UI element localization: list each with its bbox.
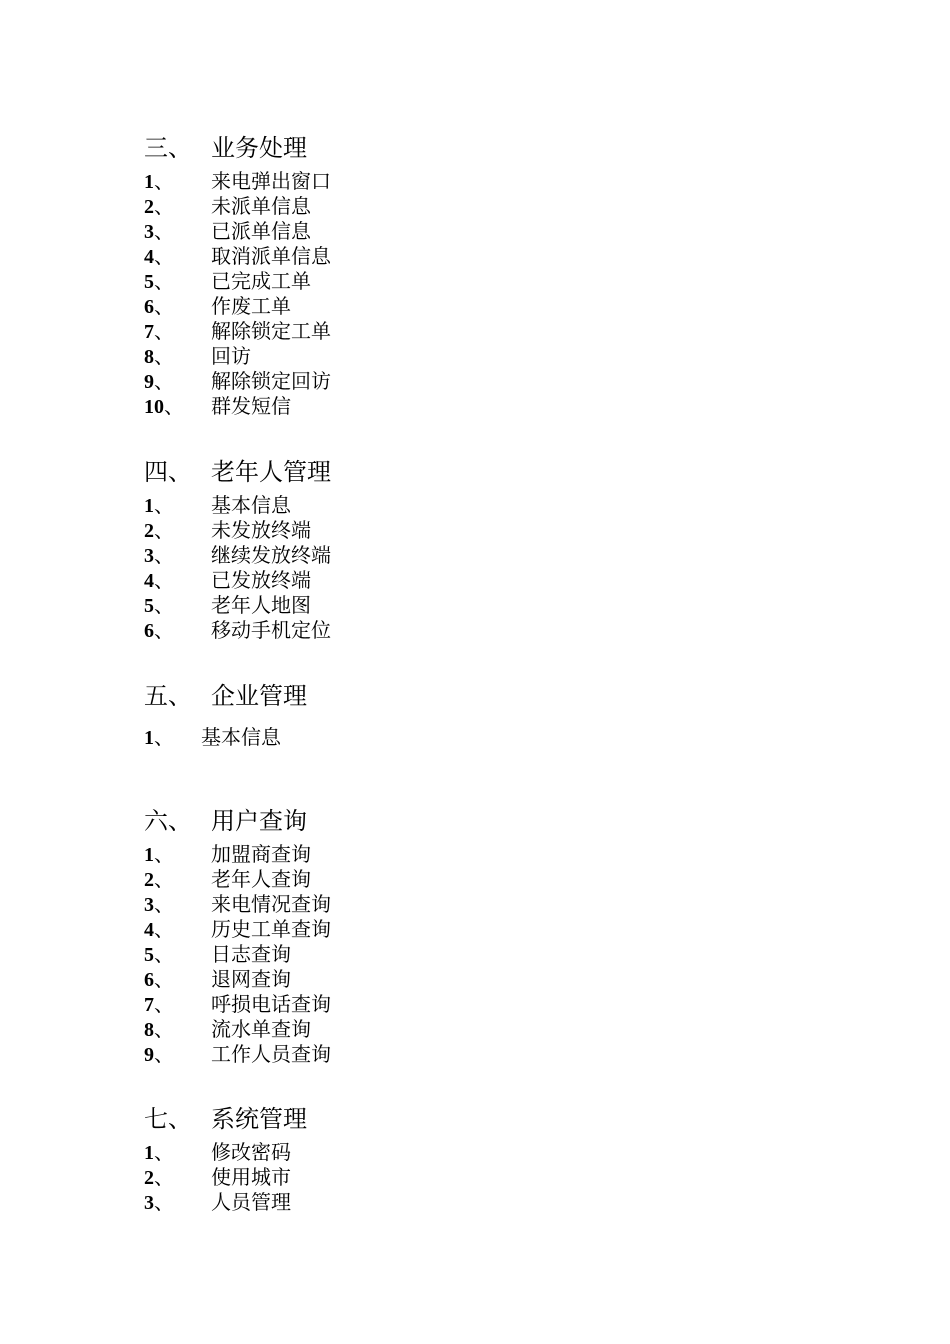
list-item xyxy=(144,344,331,369)
section-title: 企业管理 xyxy=(211,682,307,710)
list-item xyxy=(144,1140,307,1165)
section-heading xyxy=(144,1104,307,1134)
list-item xyxy=(144,219,331,244)
item-number: 3、 xyxy=(144,219,174,243)
item-number: 9、 xyxy=(144,369,174,393)
item-label: 人员管理 xyxy=(211,1190,291,1214)
item-label: 群发短信 xyxy=(211,394,291,418)
item-number: 3、 xyxy=(144,1190,174,1214)
section-title: 系统管理 xyxy=(211,1105,307,1133)
item-label: 未发放终端 xyxy=(211,518,311,542)
list-item xyxy=(144,1165,307,1190)
item-label: 呼损电话查询 xyxy=(211,992,331,1016)
section-number: 四、 xyxy=(144,458,192,486)
item-label: 退网查询 xyxy=(211,967,291,991)
list-item xyxy=(144,967,331,992)
item-label: 老年人地图 xyxy=(211,593,311,617)
item-label: 日志查询 xyxy=(211,942,291,966)
item-number: 3、 xyxy=(144,892,174,916)
item-number: 10、 xyxy=(144,394,184,418)
list-item xyxy=(144,867,331,892)
section-heading xyxy=(144,133,331,163)
item-number: 4、 xyxy=(144,917,174,941)
list-item xyxy=(144,892,331,917)
section-system-management xyxy=(144,1104,307,1215)
list-item xyxy=(144,369,331,394)
item-number: 8、 xyxy=(144,1017,174,1041)
item-number: 6、 xyxy=(144,967,174,991)
list-item xyxy=(144,169,331,194)
item-number: 1、 xyxy=(144,493,174,517)
item-number: 5、 xyxy=(144,593,174,617)
item-label: 未派单信息 xyxy=(211,194,311,218)
item-label: 继续发放终端 xyxy=(211,543,331,567)
item-number: 2、 xyxy=(144,867,174,891)
list-item xyxy=(144,394,331,419)
section-title: 业务处理 xyxy=(211,134,307,162)
list-item xyxy=(144,618,331,643)
item-number: 1、 xyxy=(144,842,174,866)
section-heading xyxy=(144,681,307,711)
item-label: 解除锁定工单 xyxy=(211,319,331,343)
item-number: 8、 xyxy=(144,344,174,368)
section-enterprise-management xyxy=(144,681,307,750)
item-number: 2、 xyxy=(144,518,174,542)
list-item xyxy=(144,992,331,1017)
item-label: 基本信息 xyxy=(211,493,291,517)
item-label: 来电情况查询 xyxy=(211,892,331,916)
item-number: 5、 xyxy=(144,269,174,293)
list-item xyxy=(144,194,331,219)
item-number: 6、 xyxy=(144,618,174,642)
item-label: 回访 xyxy=(211,344,251,368)
item-label: 工作人员查询 xyxy=(211,1042,331,1066)
section-number: 三、 xyxy=(144,134,192,162)
list-item xyxy=(144,593,331,618)
item-label: 已发放终端 xyxy=(211,568,311,592)
item-label: 作废工单 xyxy=(211,294,291,318)
item-label: 取消派单信息 xyxy=(211,244,331,268)
section-heading xyxy=(144,806,331,836)
list-item xyxy=(144,568,331,593)
section-heading xyxy=(144,457,331,487)
item-number: 6、 xyxy=(144,294,174,318)
section-title: 老年人管理 xyxy=(211,458,331,486)
item-label: 移动手机定位 xyxy=(211,618,331,642)
section-elderly-management xyxy=(144,457,331,643)
list-item xyxy=(144,917,331,942)
item-number: 2、 xyxy=(144,1165,174,1189)
item-number: 4、 xyxy=(144,568,174,592)
item-label: 加盟商查询 xyxy=(211,842,311,866)
list-item xyxy=(144,294,331,319)
list-item xyxy=(144,842,331,867)
list-item xyxy=(144,1017,331,1042)
item-label: 修改密码 xyxy=(211,1140,291,1164)
list-item xyxy=(144,725,307,750)
list-item xyxy=(144,942,331,967)
item-label: 老年人查询 xyxy=(211,867,311,891)
section-user-query xyxy=(144,806,331,1067)
item-number: 7、 xyxy=(144,992,174,1016)
item-number: 7、 xyxy=(144,319,174,343)
section-number: 六、 xyxy=(144,807,192,835)
section-title: 用户查询 xyxy=(211,807,307,835)
section-number: 七、 xyxy=(144,1105,192,1133)
list-item xyxy=(144,493,331,518)
list-item xyxy=(144,1190,307,1215)
list-item xyxy=(144,518,331,543)
item-number: 3、 xyxy=(144,543,174,567)
item-number: 1、 xyxy=(144,725,174,749)
item-number: 2、 xyxy=(144,194,174,218)
item-label: 已派单信息 xyxy=(211,219,311,243)
item-label: 历史工单查询 xyxy=(211,917,331,941)
item-number: 5、 xyxy=(144,942,174,966)
section-business-processing xyxy=(144,133,331,419)
item-label: 解除锁定回访 xyxy=(211,369,331,393)
list-item xyxy=(144,269,331,294)
list-item xyxy=(144,319,331,344)
section-number: 五、 xyxy=(144,682,192,710)
item-label: 基本信息 xyxy=(201,725,281,749)
list-item xyxy=(144,543,331,568)
item-number: 1、 xyxy=(144,1140,174,1164)
list-item xyxy=(144,1042,331,1067)
item-number: 9、 xyxy=(144,1042,174,1066)
list-item xyxy=(144,244,331,269)
item-number: 1、 xyxy=(144,169,174,193)
item-label: 流水单查询 xyxy=(211,1017,311,1041)
item-label: 使用城市 xyxy=(211,1165,291,1189)
item-number: 4、 xyxy=(144,244,174,268)
item-label: 来电弹出窗口 xyxy=(211,169,331,193)
item-label: 已完成工单 xyxy=(211,269,311,293)
